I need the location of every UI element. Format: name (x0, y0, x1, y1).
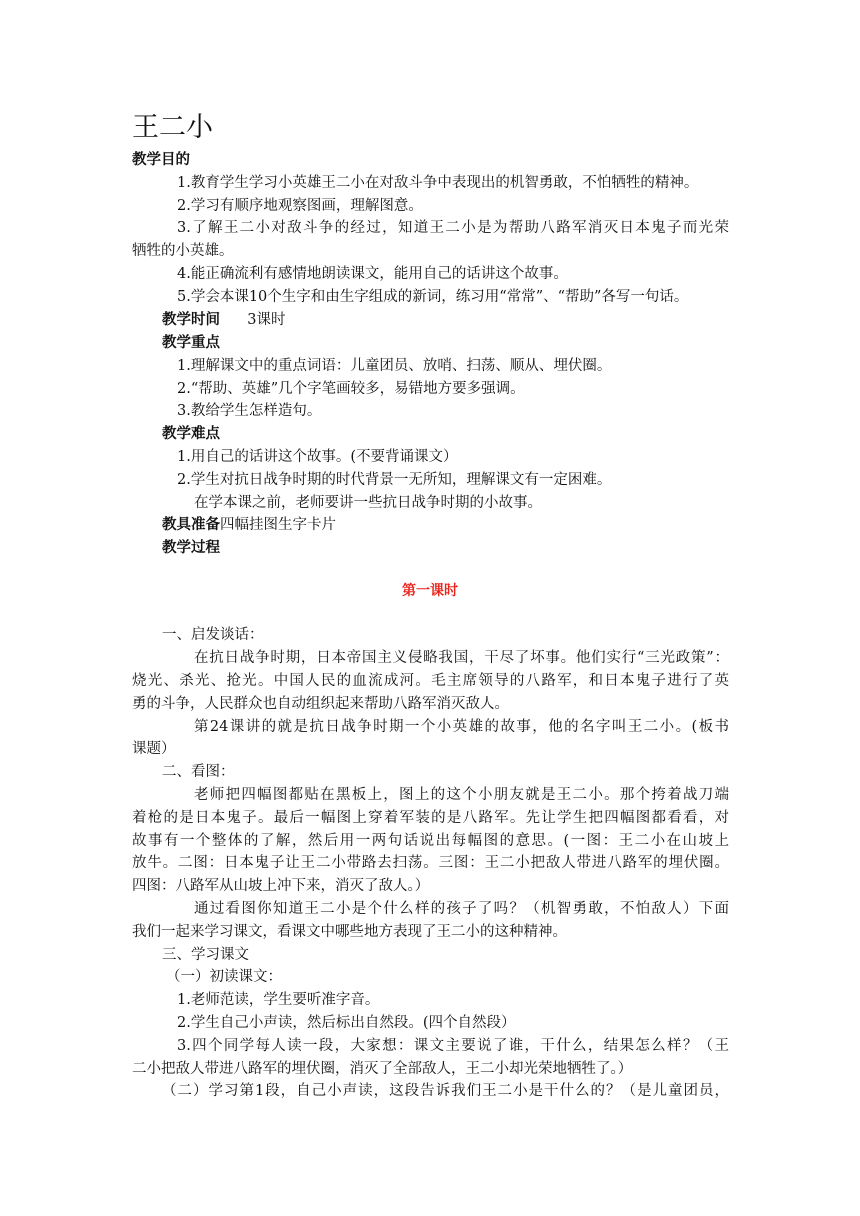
objective-item: 5.学会本课10个生字和由生字组成的新词，练习用“常常”、“帮助”各写一句话。 (177, 289, 689, 305)
difficulty-note: 在学本课之前，老师要讲一些抗日战争时期的小故事。 (194, 495, 542, 511)
part3-heading: 三、学习课文 (162, 947, 249, 963)
part1-heading: 一、启发谈话： (162, 627, 264, 643)
objective-item: 2.学习有顺序地观察图画，理解图意。 (177, 198, 423, 214)
focus-item: 1.理解课文中的重点词语：儿童团员、放哨、扫荡、顺从、埋伏圈。 (177, 358, 612, 374)
difficulty-heading: 教学难点 (162, 426, 220, 442)
paragraph-line: 老师把四幅图都贴在黑板上，图上的这个小朋友就是王二小。那个挎着战刀端 (194, 787, 729, 803)
paragraph-line: 放牛。二图：日本鬼子让王二小带路去扫荡。三图：王二小把敌人带进八路军的埋伏圈。 (132, 855, 729, 871)
objectives-heading: 教学目的 (132, 152, 190, 168)
focus-heading: 教学重点 (162, 335, 220, 351)
paragraph-line: 1.老师范读，学生要听准字音。 (177, 992, 380, 1008)
part3-subheading: （一）初读课文： (166, 969, 282, 985)
paragraph-line: 在抗日战争时期，日本帝国主义侵略我国，干尽了坏事。他们实行“三光政策”： (194, 650, 729, 666)
paragraph-line: 四图：八路军从山坡上冲下来，消灭了敌人。） (132, 878, 430, 894)
time-value: 3课时 (247, 312, 286, 328)
paragraph-line: 3.四个同学每人读一段，大家想：课文主要说了谁，干什么，结果怎么样？（王 (177, 1038, 729, 1054)
objective-item: 1.教育学生学习小英雄王二小在对敌斗争中表现出的机智勇敢，不怕牺牲的精神。 (177, 175, 699, 191)
objective-item: 4.能正确流利有感情地朗读课文，能用自己的话讲这个故事。 (177, 266, 568, 282)
paragraph-line: 课题） (132, 741, 176, 757)
paragraph-line: 我们一起来学习课文，看课文中哪些地方表现了王二小的这种精神。 (132, 924, 567, 940)
process-heading: 教学过程 (162, 540, 220, 556)
paragraph-line: 着枪的是日本鬼子。最后一幅图上穿着军装的是八路军。先让学生把四幅图都看看，对 (132, 810, 729, 826)
difficulty-item: 2.学生对抗日战争时期的时代背景一无所知，理解课文有一定困难。 (177, 472, 612, 488)
tools-line (162, 514, 336, 536)
page-title: 王二小 (132, 112, 213, 143)
part2-heading: 二、看图： (162, 764, 235, 780)
objective-item-continued: 牺牲的小英雄。 (132, 243, 234, 259)
paragraph-line: 二小把敌人带进八路军的埋伏圈，消灭了全部敌人，王二小却光荣地牺牲了。） (132, 1061, 633, 1077)
time-heading: 教学时间 (162, 312, 220, 328)
difficulty-item: 1.用自己的话讲这个故事。(不要背诵课文） (177, 449, 458, 465)
paragraph-line: （二）学习第1段，自己小声读，这段告诉我们王二小是干什么的？（是儿童团员， (162, 1083, 729, 1099)
objective-item: 3.了解王二小对敌斗争的经过，知道王二小是为帮助八路军消灭日本鬼子而光荣 (177, 220, 729, 236)
paragraph-line: 勇的斗争，人民群众也自动组织起来帮助八路军消灭敌人。 (132, 696, 509, 712)
paragraph-line: 2.学生自己小声读，然后标出自然段。(四个自然段） (177, 1015, 516, 1031)
paragraph-line: 通过看图你知道王二小是个什么样的孩子了吗？（机智勇敢，不怕敌人）下面 (194, 901, 729, 917)
paragraph-line: 第24课讲的就是抗日战争时期一个小英雄的故事，他的名字叫王二小。(板书 (194, 719, 729, 735)
tools-heading: 教具准备 (162, 517, 220, 533)
teaching-time (162, 309, 285, 331)
focus-item: 3.教给学生怎样造句。 (177, 403, 322, 419)
focus-item: 2.“帮助、英雄”几个字笔画较多，易错地方要多强调。 (177, 381, 525, 397)
paragraph-line: 烧光、杀光、抢光。中国人民的血流成河。毛主席领导的八路军，和日本鬼子进行了英 (132, 673, 729, 689)
paragraph-line: 故事有一个整体的了解，然后用一两句话说出每幅图的意思。(一图：王二小在山坡上 (132, 833, 729, 849)
lesson-heading: 第一课时 (402, 583, 458, 599)
tools-value: 四幅挂图生字卡片 (220, 517, 336, 533)
